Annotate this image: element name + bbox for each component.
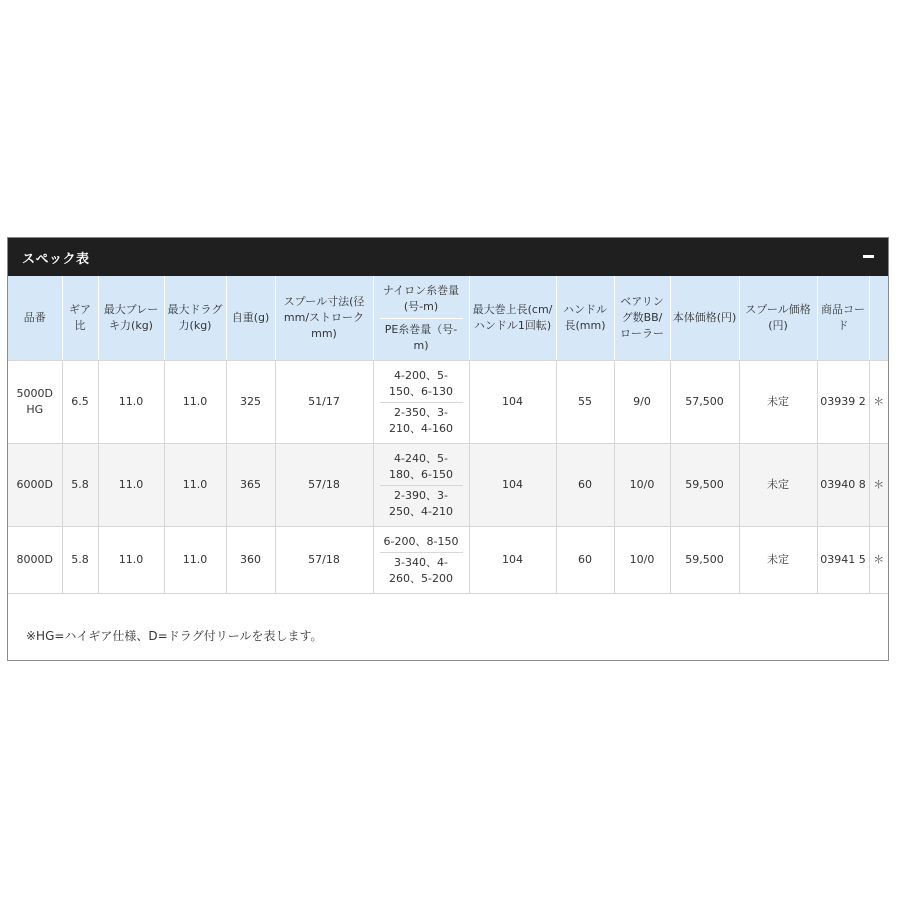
cell-max-brake: 11.0 bbox=[98, 444, 164, 527]
cell-max-retrieve: 104 bbox=[469, 444, 556, 527]
header-pe-capacity: PE糸巻量（号-m) bbox=[384, 322, 458, 352]
panel-title: スペック表 bbox=[22, 252, 90, 267]
header-max-retrieve: 最大巻上長(cm/ハンドル1回転) bbox=[469, 276, 556, 361]
cell-spool-price: 未定 bbox=[739, 361, 817, 444]
footnote: ※HG=ハイギア仕様、D=ドラグ付リールを表します。 bbox=[26, 629, 323, 643]
header-spool-size: スプール寸法(径mm/ストロークmm) bbox=[275, 276, 373, 361]
cell-max-retrieve: 104 bbox=[469, 361, 556, 444]
cell-bearings: 10/0 bbox=[614, 527, 670, 594]
cell-product-code: 03940 8 bbox=[817, 444, 869, 527]
cell-nylon: 4-240、5-180、6-150 bbox=[380, 451, 463, 486]
cell-handle-length: 60 bbox=[556, 527, 614, 594]
table-row bbox=[8, 444, 888, 527]
cell-max-brake: 11.0 bbox=[98, 527, 164, 594]
cell-line-capacity bbox=[373, 444, 469, 527]
cell-body-price: 59,500 bbox=[670, 444, 739, 527]
cell-gear-ratio: 5.8 bbox=[62, 527, 98, 594]
cell-handle-length: 55 bbox=[556, 361, 614, 444]
cell-body-price: 57,500 bbox=[670, 361, 739, 444]
cell-line-capacity bbox=[373, 361, 469, 444]
cell-spool-size: 57/18 bbox=[275, 527, 373, 594]
header-bearings: ベアリング数BB/ローラー bbox=[614, 276, 670, 361]
table-header-row bbox=[8, 276, 888, 361]
cell-pe: 2-390、3-250、4-210 bbox=[389, 488, 453, 518]
header-gear-ratio: ギア比 bbox=[62, 276, 98, 361]
cell-weight: 360 bbox=[226, 527, 275, 594]
cell-max-brake: 11.0 bbox=[98, 361, 164, 444]
cell-product-code: 03939 2 bbox=[817, 361, 869, 444]
header-handle-length: ハンドル長(mm) bbox=[556, 276, 614, 361]
cell-max-drag: 11.0 bbox=[164, 444, 226, 527]
cell-spool-price: 未定 bbox=[739, 444, 817, 527]
cell-model: 5000D HG bbox=[8, 361, 62, 444]
cell-pe: 3-340、4-260、5-200 bbox=[389, 555, 453, 585]
cell-pe: 2-350、3-210、4-160 bbox=[389, 405, 453, 435]
cell-spool-size: 57/18 bbox=[275, 444, 373, 527]
table-row bbox=[8, 527, 888, 594]
cell-model: 8000D bbox=[8, 527, 62, 594]
minus-icon[interactable] bbox=[863, 255, 874, 258]
spec-table bbox=[8, 276, 888, 594]
cell-line-capacity bbox=[373, 527, 469, 594]
header-product-code: 商品コード bbox=[817, 276, 869, 361]
spec-panel bbox=[7, 237, 889, 661]
panel-header[interactable] bbox=[8, 238, 888, 276]
header-spool-price: スプール価格(円) bbox=[739, 276, 817, 361]
cell-mark: ＊ bbox=[869, 361, 888, 444]
cell-product-code: 03941 5 bbox=[817, 527, 869, 594]
header-max-brake: 最大ブレーキ力(kg) bbox=[98, 276, 164, 361]
cell-gear-ratio: 5.8 bbox=[62, 444, 98, 527]
cell-max-drag: 11.0 bbox=[164, 361, 226, 444]
header-weight: 自重(g) bbox=[226, 276, 275, 361]
table-row bbox=[8, 361, 888, 444]
header-line-capacity bbox=[373, 276, 469, 361]
header-model: 品番 bbox=[8, 276, 62, 361]
cell-mark: ＊ bbox=[869, 444, 888, 527]
cell-body-price: 59,500 bbox=[670, 527, 739, 594]
cell-bearings: 9/0 bbox=[614, 361, 670, 444]
cell-handle-length: 60 bbox=[556, 444, 614, 527]
cell-nylon: 6-200、8-150 bbox=[380, 534, 463, 553]
cell-weight: 325 bbox=[226, 361, 275, 444]
cell-spool-size: 51/17 bbox=[275, 361, 373, 444]
cell-nylon: 4-200、5-150、6-130 bbox=[380, 368, 463, 403]
header-nylon-capacity: ナイロン糸巻量(号-m) bbox=[380, 283, 463, 319]
header-extra bbox=[869, 276, 888, 361]
cell-weight: 365 bbox=[226, 444, 275, 527]
cell-max-retrieve: 104 bbox=[469, 527, 556, 594]
cell-max-drag: 11.0 bbox=[164, 527, 226, 594]
header-max-drag: 最大ドラグ力(kg) bbox=[164, 276, 226, 361]
cell-spool-price: 未定 bbox=[739, 527, 817, 594]
cell-mark: ＊ bbox=[869, 527, 888, 594]
cell-bearings: 10/0 bbox=[614, 444, 670, 527]
cell-model: 6000D bbox=[8, 444, 62, 527]
cell-gear-ratio: 6.5 bbox=[62, 361, 98, 444]
header-body-price: 本体価格(円) bbox=[670, 276, 739, 361]
